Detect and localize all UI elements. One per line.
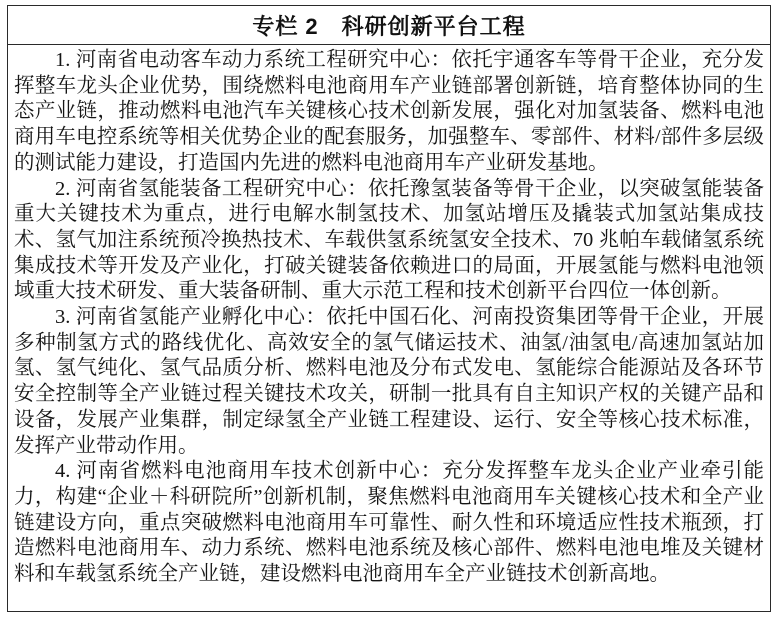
panel-body [8,45,770,588]
paragraph-project-3: 3. 河南省氢能产业孵化中心：依托中国石化、河南投资集团等骨干企业，开展多种制氢方式的路线优化、高效安全的氢气储运技术、油氢/油氢电/高速加氢站加氢、氢气纯化、氢气品质分析、燃料电池及分布式发电、氢能综合能源站及各环节安全控制等全产业链过程关键技术攻关，研制一批具有自主知识产权的关键产品和设备，发展产业集群，制定绿氢全产业链工程建设、运行、安全等核心技术标准，发挥产业带动作用。 [14,306,764,457]
paragraph-project-4: 4. 河南省燃料电池商用车技术创新中心：充分发挥整车龙头企业产业牵引能力，构建“企业＋科研院所”创新机制，聚焦燃料电池商用车关键核心技术和全产业链建设方向，重点突破燃料电池商用车可靠性、耐久性和环境适应性技术瓶颈，打造燃料电池商用车、动力系统、燃料电池系统及核心部件、燃料电池电堆及关键材料和车载氢系统全产业链，建设燃料电池商用车全产业链技术创新高地。 [14,460,764,586]
panel-title: 专栏 2 科研创新平台工程 [252,13,526,39]
panel-header [8,6,770,45]
special-column-panel [7,5,771,612]
paragraph-project-1: 1. 河南省电动客车动力系统工程研究中心：依托宇通客车等骨干企业，充分发挥整车龙头企业优势，围绕燃料电池商用车产业链部署创新链，培育整体协同的生态产业链，推动燃料电池汽车关键核心技术创新发展，强化对加氢装备、燃料电池商用车电控系统等相关优势企业的配套服务，加强整车、零部件、材料/部件多层级的测试能力建设，打造国内先进的燃料电池商用车产业研发基地。 [14,49,764,174]
paragraph-project-2: 2. 河南省氢能装备工程研究中心：依托豫氢装备等骨干企业，以突破氢能装备重大关键技术为重点，进行电解水制氢技术、加氢站增压及撬装式加氢站集成技术、氢气加注系统预冷换热技术、车载供氢系统氢安全技术、70 兆帕车载储氢系统集成技术等开发及产业化，打破关键装备依赖进口的局面，开展氢能与燃料电池领域重大技术研发、重大装备研制、重大示范工程和技术创新平台四位一体创新。 [14,177,764,303]
